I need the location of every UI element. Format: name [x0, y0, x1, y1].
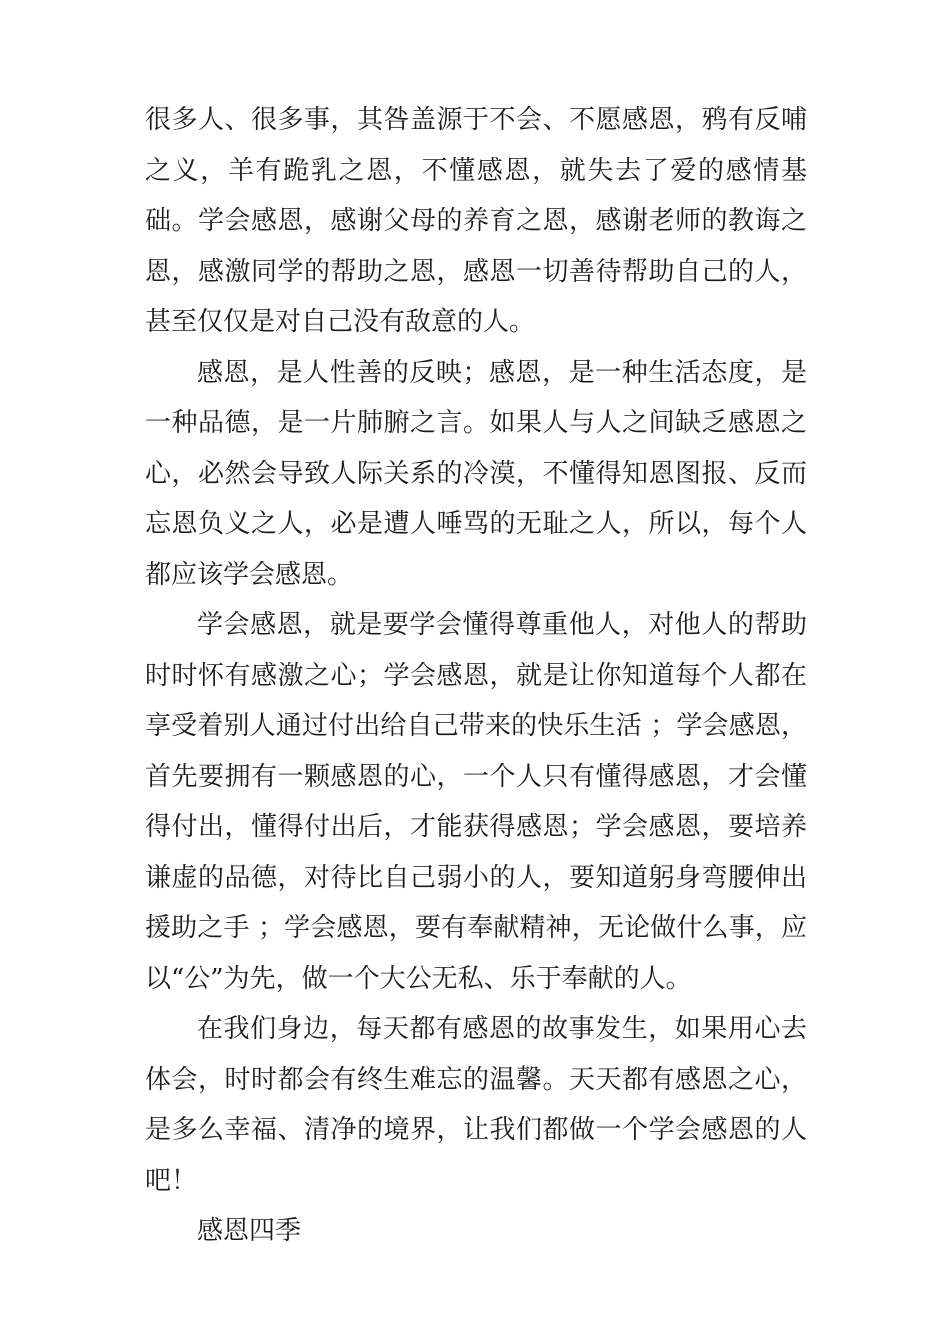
document-body	[145, 95, 807, 1257]
section-heading: 感恩四季	[197, 1216, 302, 1246]
paragraph-learn-gratitude: 学会感恩，就是要学会懂得尊重他人，对他人的帮助时时怀有感激之心；学会感恩，就是让你知道每个人都在享受着别人通过付出给自己带来的快乐生活 ；学会感恩，首先要拥有一颗感恩的心，一个人只有懂得感恩，才会懂得付出，懂得付出后，才能获得感恩；学会感恩，要培养谦虚的品德，对待比自己弱小的人，要知道躬身弯腰伸出援助之手 ；学会感恩，要有奉献精神，无论做什么事，应以“公”为先，做一个大公无私、乐于奉献的人。	[145, 610, 807, 994]
paragraph-around-us: 在我们身边，每天都有感恩的故事发生，如果用心去体会，时时都会有终生难忘的温馨。天天都有感恩之心，是多么幸福、清净的境界，让我们都做一个学会感恩的人吧！	[145, 1014, 807, 1196]
paragraph-continuation: 很多人、很多事，其咎盖源于不会、不愿感恩，鸦有反哺之义，羊有跪乳之恩，不懂感恩，就失去了爱的感情基础。学会感恩，感谢父母的养育之恩，感谢老师的教诲之恩，感激同学的帮助之恩，感恩一切善待帮助自己的人，甚至仅仅是对自己没有敌意的人。	[145, 105, 807, 337]
paragraph-gratitude-nature: 感恩，是人性善的反映；感恩，是一种生活态度，是一种品德，是一片肺腑之言。如果人与人之间缺乏感恩之心，必然会导致人际关系的冷漠，不懂得知恩图报、反而忘恩负义之人，必是遭人唾骂的无耻之人，所以，每个人都应该学会感恩。	[145, 357, 807, 590]
